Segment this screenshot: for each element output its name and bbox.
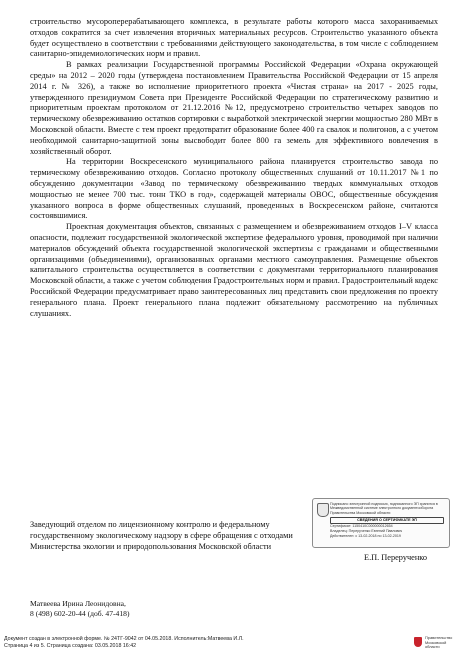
footer-document-line: Документ создан в электронной форме. № 24ТГ-9042 от 04.05.2018. Исполнитель:Матвеева И.Л.	[4, 636, 244, 642]
footer-org-name: Правительство Московской области	[425, 635, 453, 650]
executor-phone: 8 (498) 602-20-44 (доб. 47-418)	[30, 608, 130, 618]
executor-contact	[30, 599, 129, 618]
paragraph-state-program: В рамках реализации Государственной программы Российской Федерации «Охрана окружающей среды» на 2012 – 2020 годы (утверждена постановлением Правительства Российской Федерации от 15 апреля 2014 г. № 326), а также во исполнение приоритетного проекта «Чистая страна» на 2017 - 2025 годы, утвержденного президиумом Совета при Президенте Российской Федерации по стратегическому развитию и приоритетным проектам протоколом от 21.12.2016 №12, предусмотрено строительство четырех заводов по термическому обезвреживанию остатков сортировки с выработкой электрической энергии мощностью 280 МВт в Московской области. Вместе с тем проект предотвратит образование более 400 га свалок и полигонов, а с учетом необходимой санитарно-защитной зоны высвободит более 800 га земель для эффективного вовлечения в хозяйственный оборот.	[30, 60, 438, 156]
stamp-owner: Владелец: Перерученко Евгений Павлович	[330, 529, 403, 533]
stamp-header: Подписано электронной подписью, подписанного ЭП хранится в Межведомственной системе электронного документооборота Правительства Московской области	[330, 502, 438, 515]
signatory-name: Е.П. Перерученко	[364, 553, 428, 562]
paragraph-project-docs: Проектная документация объектов, связанных с размещением и обезвреживанием отходов I–V класса опасности, подлежит государственной экологической экспертизе федерального уровня, проводимой при наличии материалов обсуждений объекта государственной экологической экспертизы с гражданами и общественными организациями (объединениями), организованных органами местного самоуправления. Размещение объектов капитального строительства осуществляется в соответствии с документами территориального планирования Московской области, а также с учетом соблюдения Градостроительных норм и правил. Градостроительный кодекс Российской Федерации предусматривает право заинтересованных лиц представить свои предложения по проекту генерального плана. Проект генерального плана подлежит обязательному рассмотрению на публичных слушаниях.	[30, 222, 438, 318]
executor-name: Матвеева Ирина Леонидовна,	[30, 599, 126, 608]
stamp-certificate: Сертификат: 1150410C000000012654	[330, 524, 393, 528]
coat-of-arms-icon	[317, 503, 329, 517]
paragraph-voskresensk: На территории Воскресенского муниципального района планируется строительство завода по термическому обезвреживанию отходов. Согласно протоколу общественных слушаний от 10.11.2017 №1 по обсуждению документации «Завод по термическому обезвреживанию твердых коммунальных отходов мощностью не менее 700 тыс. тонн ТКО в год», содержащей материалы ОВОС, общественные обсуждения указанного вопроса в форме общественных слушаний, проведенных в Воскресенском районе, считаются состоявшимися.	[30, 157, 438, 221]
government-logo	[414, 636, 460, 650]
stamp-title: СВЕДЕНИЯ О СЕРТИФИКАТЕ ЭП	[330, 517, 444, 524]
stamp-valid: Действителен: с 13-02-2018 по 13-02-2019	[330, 534, 401, 538]
coat-of-arms-icon	[414, 637, 422, 647]
signatory-position: Заведующий отделом по лицензионному контролю и федеральному государственному экологическому надзору в сфере обращения с отходами Министерства экологии и природопользования Московской области	[30, 520, 293, 551]
letter-body	[30, 17, 438, 319]
paragraph-continuation: строительство мусороперерабатывающего комплекса, в результате работы которого масса захораниваемых отходов сократится за счет извлечения вторичных материальных ресурсов. Строительство указанного объекта будет осуществлено в соответствии с требованиями действующего законодательства, в том числе с соблюдением санитарно-эпидемиологических норм и правил.	[30, 17, 438, 59]
footer-page-line: Страница 4 из 5. Страница создана: 03.05.2018 16:42	[4, 642, 137, 649]
electronic-signature-stamp	[312, 498, 450, 548]
document-footer	[4, 636, 244, 649]
